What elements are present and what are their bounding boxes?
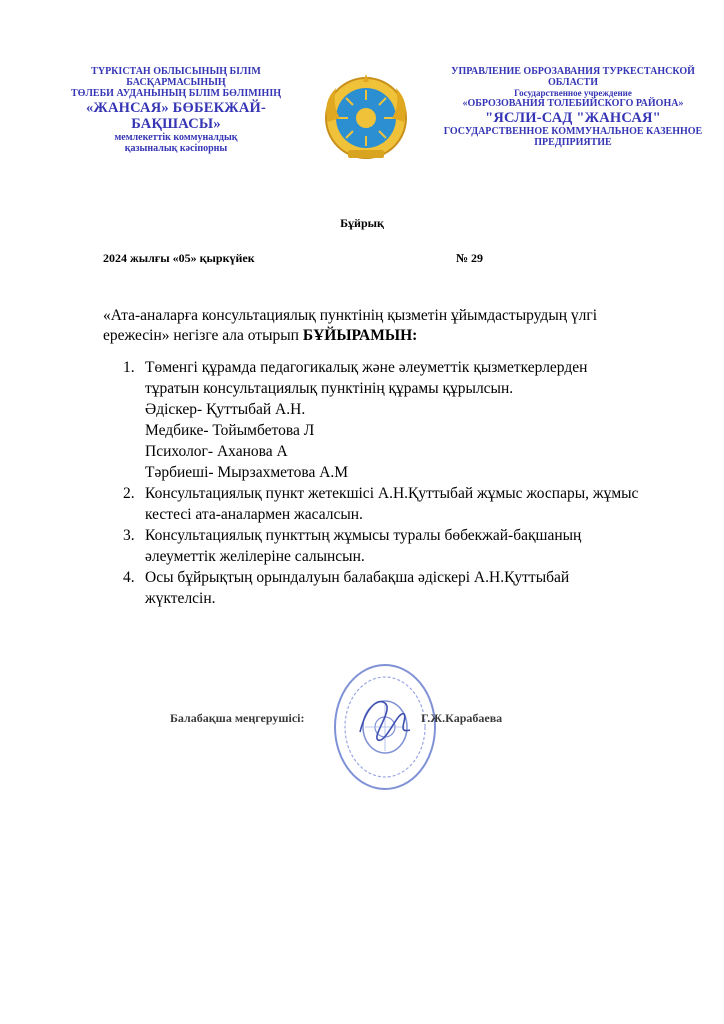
item-number: 1. (123, 359, 135, 376)
item-number: 3. (123, 527, 135, 544)
state-emblem-icon (318, 72, 414, 162)
header-left-line: ТӨЛЕБИ АУДАНЫНЫҢ БІЛІМ БӨЛІМІНІҢ (71, 88, 281, 100)
header-right-line: Государственное учреждение (514, 88, 632, 99)
header-left-line: БАСҚАРМАСЫНЫҢ (126, 77, 226, 89)
header-right-russian (438, 66, 708, 148)
order-items-list (123, 357, 643, 609)
header-right-line: «ОБРОЗОВАНИЯ ТОЛЕБИЙСКОГО РАЙОНА» (462, 98, 684, 110)
header-left-line: қазыналық кәсіпорны (124, 143, 228, 155)
list-item (123, 525, 643, 567)
header-right-line: ГОСУДАРСТВЕННОЕ КОММУНАЛЬНОЕ КАЗЕННОЕ (443, 125, 703, 137)
intro-paragraph (103, 306, 663, 346)
handwritten-signature (352, 690, 422, 750)
header-right-org-name: "ЯСЛИ-САД "ЖАНСАЯ" (485, 109, 661, 126)
item-text: Осы бұйрықтың орындалуын балабақша әдіскері А.Н.Қуттыбай жүктелсін. (145, 569, 570, 607)
header-right-line: ОБЛАСТИ (548, 77, 598, 89)
intro-order-word: БҰЙЫРАМЫН: (302, 327, 418, 344)
member-line: Әдіскер- Қуттыбай А.Н. (145, 401, 306, 418)
item-text: Төменгі құрамда педагогикалық және әлеуметтік қызметкерлерден тұратын консультациялық пунктінің құрамы құрылсын. (145, 359, 588, 397)
order-date: 2024 жылғы «05» қыркүйек (103, 251, 255, 265)
header-left-org-name: БАҚШАСЫ» (131, 115, 221, 132)
header-left-kazakh (62, 66, 290, 154)
header-left-line: мемлекеттік коммуналдық (114, 132, 238, 144)
member-line: Психолог- Аханова А (145, 443, 288, 460)
document-title: Бұйрық (340, 216, 384, 230)
header-left-line: ТҮРКІСТАН ОБЛЫСЫНЫҢ БІЛІМ (91, 66, 261, 77)
header-right-line: УПРАВЛЕНИЕ ОБРОЗАВАНИЯ ТУРКЕСТАНСКОЙ (451, 66, 695, 77)
list-item (123, 357, 643, 483)
item-text: Консультациялық пункттың жұмысы туралы бөбекжай-бақшаның әлеуметтік желілеріне салынсын. (145, 527, 582, 565)
list-item (123, 483, 643, 525)
order-number: № 29 (456, 251, 484, 265)
member-line: Тәрбиеші- Мырзахметова А.М (145, 464, 349, 481)
header-right-line: ПРЕДПРИЯТИЕ (534, 137, 612, 149)
signer-name: Г.Ж.Карабаева (421, 711, 503, 725)
member-line: Медбике- Тойымбетова Л (145, 422, 315, 439)
item-text: Консультациялық пункт жетекшісі А.Н.Қуттыбай жұмыс жоспары, жұмыс кестесі ата-аналармен жасалсын. (145, 485, 639, 523)
signature-label: Балабақша меңгерушісі: (170, 711, 305, 725)
list-item (123, 567, 643, 609)
header-left-org-name: «ЖАНСАЯ» БӨБЕКЖАЙ- (85, 99, 267, 116)
intro-text: «Ата-аналарға консультациялық пунктінің қызметін ұйымдастырудың үлгі ережесін» негізге ала отырып (103, 307, 598, 344)
item-number: 4. (123, 569, 135, 586)
item-number: 2. (123, 485, 135, 502)
